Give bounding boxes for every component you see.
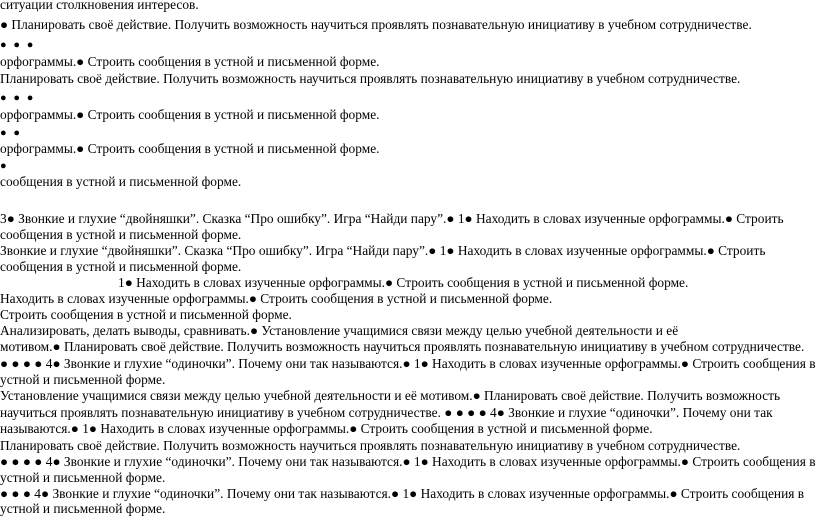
text-line: Строить сообщения в устной и письменной форме. [0,307,292,322]
text-line: 1● Находить в словах изученные орфограммы.● Строить сообщения в устной и письменной форме. [118,275,689,290]
text-line: ● ● ● ● 4● Звонкие и глухие “одиночки”. Почему они так называются.● 1● Находить в словах изученные орфограммы.● Строить сообщения в [0,454,816,469]
text-line: 3● Звонкие и глухие “двойняшки”. Сказка “Про ошибку”. Игра “Найди пару”.● 1● Находить в словах изученные орфограммы.● Строить [0,211,784,226]
bullet-line: ● ● ● [0,39,36,51]
text-line: орфограммы.● Строить сообщения в устной и письменной форме. [0,54,380,69]
text-line: ● ● ● 4● Звонкие и глухие “одиночки”. Почему они так называются.● 1● Находить в словах изученные орфограммы.● Строить сообщения в [0,486,805,501]
text-line: сообщения в устной и письменной форме. [0,259,242,274]
text-line: Звонкие и глухие “двойняшки”. Сказка “Про ошибку”. Игра “Найди пару”.● 1● Находить в словах изученные орфограммы.● Строить [0,243,766,258]
text-line: Находить в словах изученные орфограммы.● Строить сообщения в устной и письменной форме. [0,291,553,306]
text-line: ситуации столкновения интересов. [0,0,199,12]
text-line: сообщения в устной и письменной форме. [0,227,242,242]
text-line: Планировать своё действие. Получить возможность научиться проявлять познавательную инициативу в учебном сотрудничестве. [0,71,741,86]
text-line: орфограммы.● Строить сообщения в устной и письменной форме. [0,141,380,156]
bullet-line: ● ● ● [0,92,36,104]
text-line: научиться проявлять познавательную инициативу в учебном сотрудничестве. ● ● ● ● 4● Звонкие и глухие “одиночки”. Почему они так [0,405,773,420]
text-line: ● Планировать своё действие. Получить возможность научиться проявлять познавательную инициативу в учебном сотрудничестве. [0,17,752,32]
text-line: ● ● ● ● 4● Звонкие и глухие “одиночки”. Почему они так называются.● 1● Находить в словах изученные орфограммы.● Строить сообщения в [0,356,816,371]
text-line: Установление учащимися связи между целью учебной деятельности и её мотивом.● Планировать своё действие. Получить возможность [0,388,781,403]
text-line: Анализировать, делать выводы, сравнивать.● Установление учащимися связи между целью учебной деятельности и её [0,323,679,338]
bullet-line: ● ● [0,127,23,139]
text-line: устной и письменной форме. [0,470,166,485]
text-line: сообщения в устной и письменной форме. [0,174,242,189]
text-line: орфограммы.● Строить сообщения в устной и письменной форме. [0,107,380,122]
text-line: устной и письменной форме. [0,372,166,387]
bullet-line: ● [0,160,9,172]
text-line: мотивом.● Планировать своё действие. Получить возможность научиться проявлять познавательную инициативу в учебном сотрудничестве. [0,339,805,354]
text-line: Планировать своё действие. Получить возможность научиться проявлять познавательную инициативу в учебном сотрудничестве. [0,438,741,453]
text-line: называются.● 1● Находить в словах изученные орфограммы.● Строить сообщения в устной и письменной форме. [0,421,653,436]
text-line: устной и письменной форме. [0,501,166,516]
